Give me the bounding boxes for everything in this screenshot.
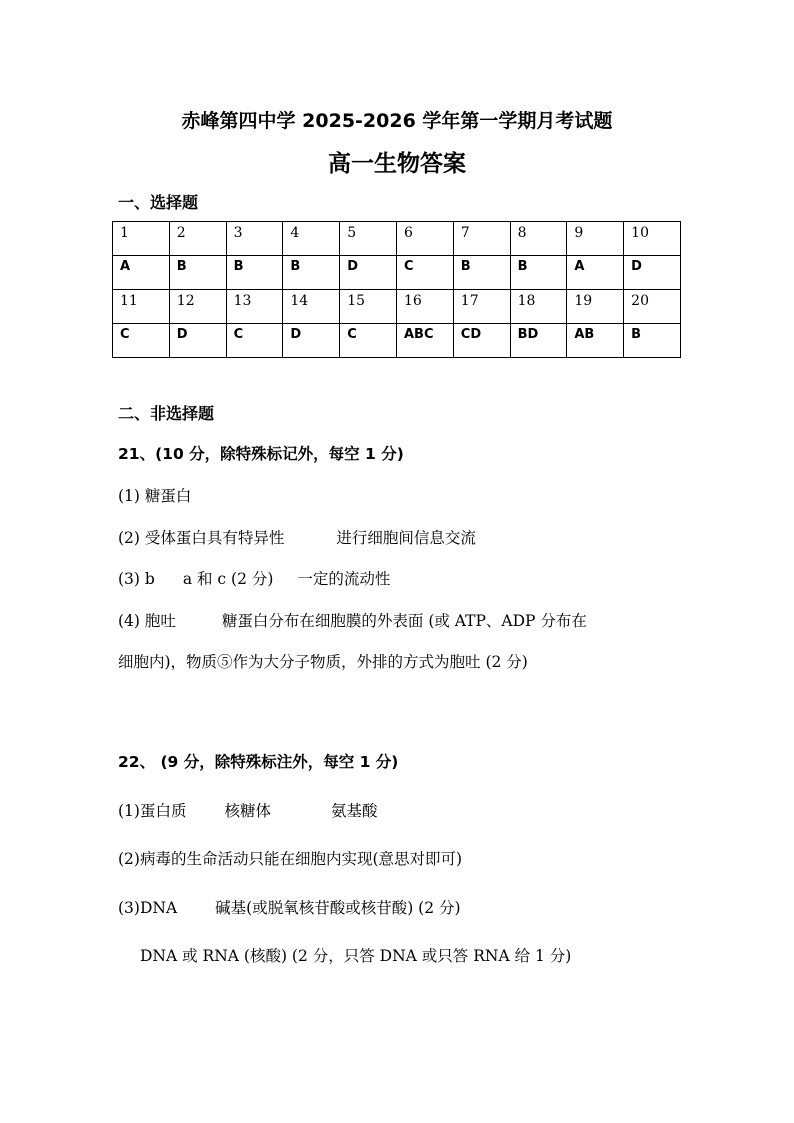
- question-number-cell: 17: [453, 290, 510, 324]
- answer-cell: AB: [567, 324, 624, 358]
- question-number-cell: 4: [283, 222, 340, 256]
- q21-answer-4a: (4) 胞吐: [118, 612, 176, 630]
- q21-answer-1: (1) 糖蛋白: [118, 487, 192, 505]
- answer-cell: B: [624, 324, 681, 358]
- q21-answer-4b: 糖蛋白分布在细胞膜的外表面 (或 ATP、ADP 分布在: [221, 612, 587, 630]
- q22-answer-3b: 碱基(或脱氧核苷酸或核苷酸) (2 分): [215, 899, 461, 917]
- q21-answer-4: [118, 609, 587, 631]
- q21-answer-2b: 进行细胞间信息交流: [336, 529, 476, 547]
- answer-cell: D: [169, 324, 226, 358]
- question-number-cell: 18: [510, 290, 567, 324]
- question-number-cell: 7: [453, 222, 510, 256]
- q22-answer-2: (2)病毒的生命活动只能在细胞内实现(意思对即可): [118, 850, 463, 868]
- question-number-cell: 9: [567, 222, 624, 256]
- answer-row: [113, 256, 681, 290]
- q22-heading: 22、 (9 分，除特殊标注外，每空 1 分): [118, 753, 399, 771]
- question-number-cell: 8: [510, 222, 567, 256]
- question-number-cell: 19: [567, 290, 624, 324]
- q22-answer-1a: (1)蛋白质: [118, 802, 187, 820]
- question-number-cell: 10: [624, 222, 681, 256]
- document-subtitle: 高一生物答案: [328, 151, 466, 177]
- q21-answer-3b: a 和 c (2 分): [182, 570, 274, 588]
- question-number-cell: 12: [169, 290, 226, 324]
- question-number-row: [113, 222, 681, 256]
- answer-cell: A: [567, 256, 624, 290]
- answer-cell: CD: [453, 324, 510, 358]
- q22-answer-1c: 氨基酸: [330, 802, 378, 820]
- q22-answer-4: DNA 或 RNA (核酸) (2 分，只答 DNA 或只答 RNA 给 1 分): [140, 947, 572, 965]
- answer-cell: B: [169, 256, 226, 290]
- q21-answer-3: [118, 567, 390, 589]
- question-number-cell: 1: [113, 222, 170, 256]
- answer-cell: C: [396, 256, 453, 290]
- question-number-cell: 3: [226, 222, 283, 256]
- q22-answer-3a: (3)DNA: [118, 899, 178, 917]
- answer-cell: C: [113, 324, 170, 358]
- answer-cell: B: [226, 256, 283, 290]
- answer-cell: D: [283, 324, 340, 358]
- q21-answer-4c: 细胞内)，物质⑤作为大分子物质，外排的方式为胞吐 (2 分): [118, 653, 528, 671]
- answer-cell: C: [340, 324, 397, 358]
- q21-heading: 21、(10 分，除特殊标记外，每空 1 分): [118, 445, 404, 463]
- answer-cell: B: [510, 256, 567, 290]
- answer-cell: D: [340, 256, 397, 290]
- q21-answer-3a: (3) b: [118, 570, 155, 588]
- question-number-cell: 20: [624, 290, 681, 324]
- question-number-cell: 15: [340, 290, 397, 324]
- question-number-row: [113, 290, 681, 324]
- answer-row: [113, 324, 681, 358]
- answer-cell: B: [283, 256, 340, 290]
- answer-cell: C: [226, 324, 283, 358]
- q21-answer-3c: 一定的流动性: [297, 570, 391, 588]
- question-number-cell: 14: [283, 290, 340, 324]
- q21-answer-2: [118, 526, 476, 548]
- q22-answer-1b: 核糖体: [224, 802, 271, 820]
- answer-cell: ABC: [396, 324, 453, 358]
- q22-answer-3: [118, 896, 461, 918]
- q21-answer-2a: (2) 受体蛋白具有特异性: [118, 529, 285, 547]
- question-number-cell: 6: [396, 222, 453, 256]
- answer-table: [112, 221, 681, 358]
- section-heading-choice: 一、选择题: [118, 193, 199, 212]
- document-title: 赤峰第四中学 2025-2026 学年第一学期月考试题: [181, 110, 613, 132]
- question-number-cell: 2: [169, 222, 226, 256]
- question-number-cell: 13: [226, 290, 283, 324]
- question-number-cell: 5: [340, 222, 397, 256]
- question-number-cell: 11: [113, 290, 170, 324]
- section-heading-nonchoice: 二、非选择题: [118, 404, 215, 423]
- answer-cell: BD: [510, 324, 567, 358]
- question-number-cell: 16: [396, 290, 453, 324]
- q22-answer-1: [118, 799, 378, 821]
- answer-cell: A: [113, 256, 170, 290]
- answer-cell: D: [624, 256, 681, 290]
- answer-cell: B: [453, 256, 510, 290]
